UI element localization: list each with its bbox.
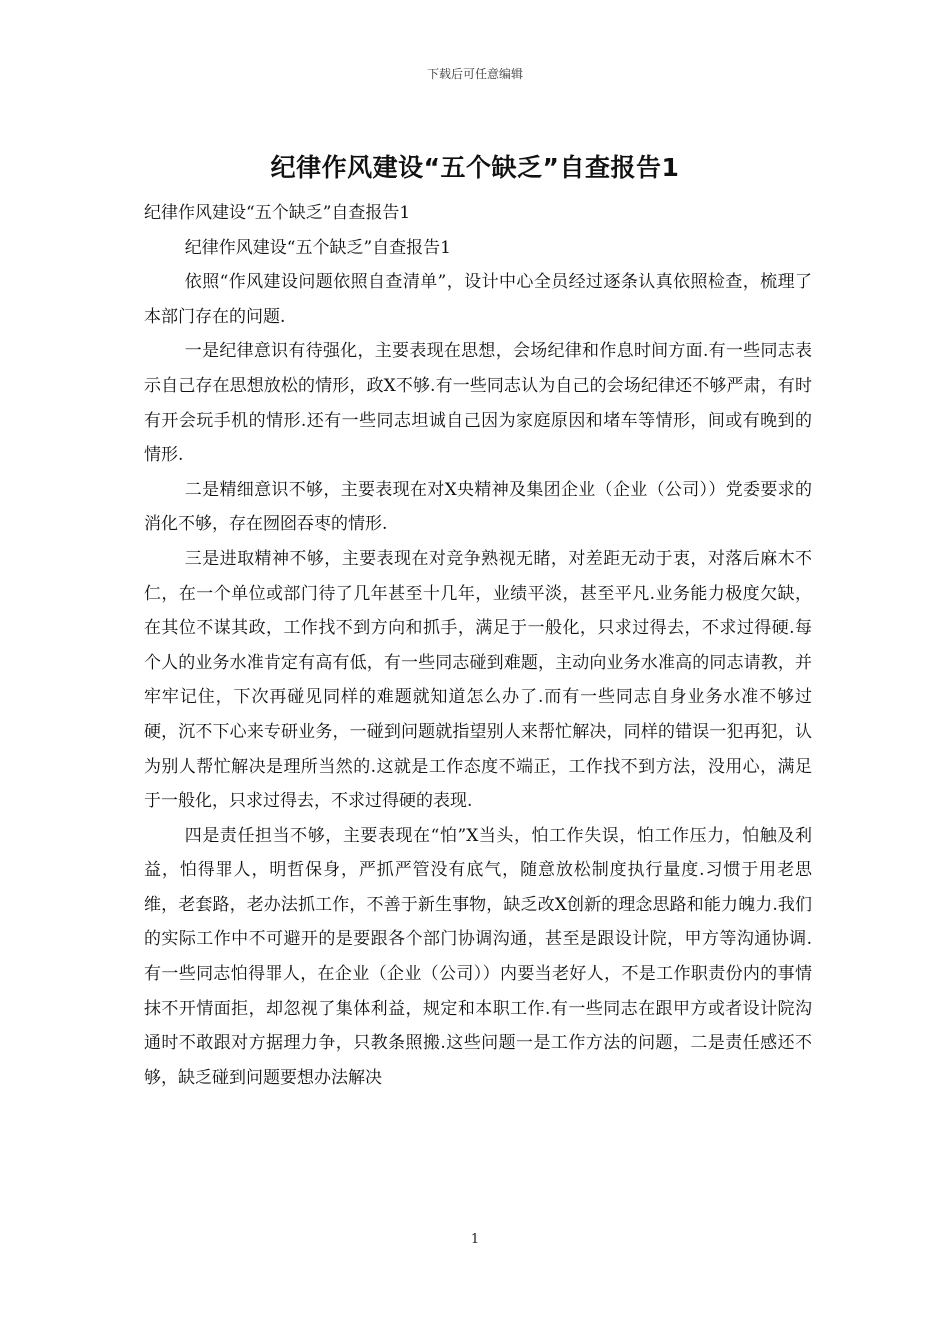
paragraph-2: 一是纪律意识有待强化，主要表现在思想，会场纪律和作息时间方面.有一些同志表示自己存在思想放松的情形，政X不够.有一些同志认为自己的会场纪律还不够严肃，有时有开会玩手机的情形.还有一些同志坦诚自己因为家庭原因和堵车等情形，间或有晚到的情形.	[144, 341, 812, 466]
paragraph-1: 依照“作风建设问题依照自查清单”，设计中心全员经过逐条认真依照检查，梳理了本部门存在的问题.	[144, 272, 812, 327]
paragraph-0: 纪律作风建设“五个缺乏”自查报告1	[184, 237, 451, 258]
document-title: 纪律作风建设“五个缺乏”自查报告1	[270, 153, 680, 182]
document-body	[144, 196, 812, 1095]
paragraph-5: 四是责任担当不够，主要表现在“怕”X当头，怕工作失误，怕工作压力，怕触及利益，怕得罪人，明哲保身，严抓严管没有底气，随意放松制度执行量度.习惯于用老思维，老套路，老办法抓工作，不善于新生事物，缺乏改X创新的理念思路和能力魄力.我们的实际工作中不可避开的是要跟各个部门协调沟通，甚至是跟设计院，甲方等沟通协调.有一些同志怕得罪人，在企业（企业（公司））内要当老好人，不是工作职责份内的事情抹不开情面拒，却忽视了集体利益，规定和本职工作.有一些同志在跟甲方或者设计院沟通时不敢跟对方据理力争，只教条照搬.这些问题一是工作方法的问题，二是责任感还不够，缺乏碰到问题要想办法解决	[144, 825, 812, 1088]
subtitle-line: 纪律作风建设“五个缺乏”自查报告1	[144, 203, 411, 223]
paragraph-3: 二是精细意识不够，主要表现在对X央精神及集团企业（企业（公司））党委要求的消化不够，存在囫囵吞枣的情形.	[144, 479, 812, 535]
page-number: 1	[470, 1232, 480, 1247]
page-header-note: 下载后可任意编辑	[426, 67, 523, 81]
paragraph-4: 三是进取精神不够，主要表现在对竞争熟视无睹，对差距无动于衷，对落后麻木不仁，在一个单位或部门待了几年甚至十几年，业绩平淡，甚至平凡.业务能力极度欠缺，在其位不谋其政，工作找不到方向和抓手，满足于一般化，只求过得去，不求过得硬.每个人的业务水准肯定有高有低，有一些同志碰到难题，主动向业务水准高的同志请教，并牢牢记住，下次再碰见同样的难题就知道怎么办了.而有一些同志自身业务水准不够过硬，沉不下心来专研业务，一碰到问题就指望别人来帮忙解决，同样的错误一犯再犯，认为别人帮忙解决是理所当然的.这就是工作态度不端正，工作找不到方法，没用心，满足于一般化，只求过得去，不求过得硬的表现.	[144, 548, 812, 812]
